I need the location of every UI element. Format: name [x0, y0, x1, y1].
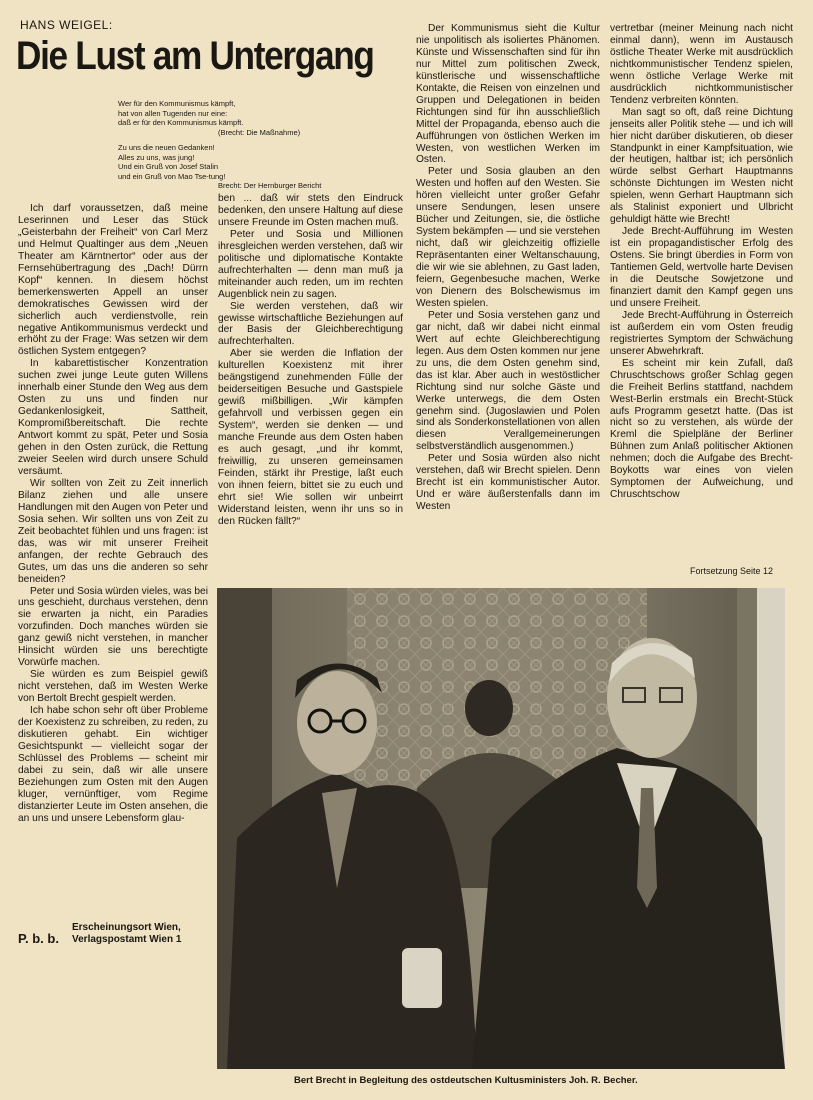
text-column-2 [218, 193, 403, 528]
paragraph: Ich habe schon sehr oft über Probleme der Koexistenz zu schreiben, zu reden, zu diskutieren gehabt. Ein wichtiger Gesichtspunkt — vielleicht sogar der Schlüssel des Problems — scheint mir dabei zu sein, daß wir alle unsere Beziehungen zum Osten mit den Augen kluger, vernünftiger, vom Regime distanzierter Leute im Osten ansehen, die an uns und unsere Lebensform glau- [18, 705, 208, 824]
paragraph: Peter und Sosia würden vieles, was bei uns geschieht, durchaus verstehen, denn sie erwarten ja nicht, ein Paradies vorzufinden. Doch manches würden sie ganz gewiß nicht verstehen, in mancher Hinsicht würden sie uns berechtigte Vorwürfe machen. [18, 585, 208, 669]
epigraph-source: Brecht: Der Hernburger Bericht [218, 181, 322, 190]
epigraph-line: Wer für den Kommunismus kämpft, [118, 99, 236, 108]
paragraph: Peter und Sosia würden also nicht verstehen, daß wir Brecht spielen. Denn Brecht ist ein kommunistischer Autor. Und er wäre äußerstenfalls dann im Westen [416, 453, 600, 513]
paragraph: Es scheint mir kein Zufall, daß Chruschtschows großer Schlag gegen die Freiheit Berlins stattfand, nachdem West-Berlin erstmals ein Brecht-Stück aufs Programm gesetzt hatte. (Das ist nicht so zu verstehen, als würde der Kreml die Spielpläne der Berliner Bühnen zum Anlaß politischer Aktionen nehmen; doch die Aufgabe des Brecht-Boykotts war eines von vielen Symptomen der Aufweichung, und Chruschtschow [610, 357, 793, 501]
paragraph: Peter und Sosia glauben an den Westen und hoffen auf den Westen. Sie hören vielleicht unter großer Gefahr unsere Sendungen, lesen unsere Bücher und Zeitungen, sie, die östliche System bekämpfen — und sie verstehen nicht, daß wir gleichzeitig offizielle Repräsentanten einer Weltanschauung, die wir wie sie ablehnen, zu Gast laden, feiern, Gegenbesuche machen, Werke von Dienern des Bolschewismus im Westen spielen. [416, 166, 600, 309]
epigraph-line: hat von allen Tugenden nur eine: [118, 108, 228, 118]
post-office: Verlagspostamt Wien 1 [72, 934, 182, 945]
text-column-3 [416, 23, 600, 513]
continued-note: Fortsetzung Seite 12 [690, 566, 774, 576]
text-column-4 [610, 23, 793, 501]
paragraph: Sie werden verstehen, daß wir gewisse wirtschaftliche Beziehungen auf der Basis der Gleichberechtigung aufrechterhalten. [218, 300, 403, 348]
epigraph-2 [118, 143, 388, 191]
postal-mark: P. b. b. [18, 931, 59, 946]
paragraph: In kabarettistischer Konzentration suchen zwei junge Leute guten Willens innerhalb einer Stunde den Weg aus dem Osten zu uns und finden nur Gedankenlosigkeit, Sattheit, Kompromißbereitschaft. Die rechte Antwort kommt zu spät, Peter und Sosia gehen in den Osten zurück, die Rettung zweier Seelen wird durch unsere Schuld versäumt. [18, 358, 208, 477]
publication-place: Erscheinungsort Wien, [72, 922, 181, 933]
paragraph: ben ... daß wir stets den Eindruck bedenken, den unsere Haltung auf diese unsere Freunde im Osten machen muß. [218, 193, 403, 228]
paragraph: vertretbar (meiner Meinung nach nicht einmal dann), wenn im Austausch östliche Theater Werke mit ausdrücklich nichtkommunistischer Tendenz spielen, wenn östliche Verlage Werke mit ausdrücklich nichtkommunistischer Tendenz verbreiten könnten. [610, 23, 793, 106]
paragraph: Wir sollten von Zeit zu Zeit innerlich Bilanz ziehen und alle unsere Handlungen mit den Augen von Peter und Sosia sehen. Wir sollten uns von Zeit zu Zeit beobachtet fühlen und uns fragen: ist das, was wir mit unserer Freiheit anfangen, der rechte Gebrauch des Gutes, um das uns die anderen so sehr beneiden? [18, 477, 208, 585]
epigraph-line: Und ein Gruß von Josef Stalin [118, 162, 219, 171]
paragraph: Sie würden es zum Beispiel gewiß nicht verstehen, daß im Westen Werke von Bertolt Brecht gespielt werden. [18, 669, 208, 705]
epigraph-line: und ein Gruß von Mao Tse-tung! [118, 171, 226, 181]
epigraph-1 [118, 99, 388, 137]
paragraph: Peter und Sosia und Millionen ihresgleichen werden verstehen, daß wir politische und diplomatische Kontakte aufrechterhalten — denn man muß ja miteinander auch reden, um im rechten Augenblick nein zu sagen. [218, 228, 403, 300]
epigraph-line: Alles zu uns, was jung! [118, 152, 195, 162]
photo-caption: Bert Brecht in Begleitung des ostdeutschen Kultusministers Joh. R. Becher. [294, 1075, 638, 1086]
epigraph-line: daß er für den Kommunismus kämpft. [118, 118, 244, 127]
paragraph: Aber sie werden die Inflation der kulturellen Koexistenz mit ihrer beängstigend zunehmenden Fülle der beiderseitigen Besuche und Gastspiele gewiß mißbilligen. „Wir kämpfen gefahrvoll und verbissen gegen ein System“, werden sie denken — und manche Freunde aus dem Osten haben es auch gesagt, „und ihr kommt, freiwillig, zu unseren gemeinsamen Feinden, stärkt ihr Prestige, laßt euch von ihnen feiern, bittet sie zu euch und ehrt sie! Wie sollen wir unbeirrt Widerstand leisten, wenn ihr uns so in den Rücken fällt?“ [218, 348, 403, 527]
news-photo [217, 588, 785, 1069]
article-headline: Die Lust am Untergang [16, 34, 374, 78]
epigraph-line: Zu uns die neuen Gedanken! [118, 143, 215, 152]
photo-illustration [217, 588, 785, 1069]
paragraph: Jede Brecht-Aufführung im Westen ist ein propagandistischer Erfolg des Ostens. Sie bringt überdies in Form von Tantiemen Geld, wertvolle harte Devisen in die Deutsche Sowjetzone und finanziert damit den Kampf gegen uns und unsere Freiheit. [610, 226, 793, 309]
paragraph: Der Kommunismus sieht die Kultur nie unpolitisch als isoliertes Phänomen. Künste und Wissenschaften sind für ihn nur Mittel zum politischen Zweck, künstlerische und wissenschaftliche Kontakte, die Reisen von einzelnen und Gruppen und Delegationen in beiden Richtungen sind für ihn ausschließlich Mittel der Propaganda, ebenso auch die Aufführungen von östlichen Werken im Westen, von westlichen Werken im Osten. [416, 23, 600, 166]
paragraph: Man sagt so oft, daß reine Dichtung jenseits aller Politik stehe — und ich will hier nicht darüber diskutieren, ob dieser Standpunkt in einer Kampfsituation, wie der heutigen, haltbar ist; ich persönlich würde selbst Gerhart Hauptmanns schönste Dichtungen im Westen nicht spielen, wenn Gerhart Hauptmann sich als Stalinist exponiert und Ulbricht gehuldigt hätte wie Brecht! [610, 106, 793, 226]
text-column-1 [18, 203, 208, 825]
paragraph: Jede Brecht-Aufführung in Österreich ist außerdem ein vom Osten freudig registriertes Symptom der Schwächung unserer Abwehrkraft. [610, 309, 793, 357]
author-byline: HANS WEIGEL: [20, 18, 113, 32]
paragraph: Peter und Sosia verstehen ganz und gar nicht, daß wir dabei nicht einmal Wert auf echte Gleichberechtigung legen. Aus dem Osten kommen nur jene zu uns, die dem Osten genehm sind, das ist klar. Aber auch in westöstlicher Richtung sind nur solche Gäste und Werke unterwegs, die dem Osten genehm sind. (Jugoslawien und Polen sind als Sonderkonstellationen von allen diesen Verallgemeinerungen selbstverständlich ausgenommen.) [416, 309, 600, 453]
publication-info [72, 922, 181, 946]
paragraph: Ich darf voraussetzen, daß meine Leserinnen und Leser das Stück „Geisterbahn der Freiheit“ von Carl Merz und Helmut Qualtinger aus dem „Neuen Theater am Kärntnertor“ oder aus der Fernsehübertragung des „Dach! Dürrn Kopf“ kennen. In diesem höchst bemerkenswerten Appell an unser demokratisches Gewissen wird der sicherlich auch verdienstvolle, rein negative Antikommunismus verdeckt und erhöht zu der Frage: Was setzen wir dem östlichen System entgegen? [18, 203, 208, 358]
epigraph-source: (Brecht: Die Maßnahme) [218, 127, 301, 137]
